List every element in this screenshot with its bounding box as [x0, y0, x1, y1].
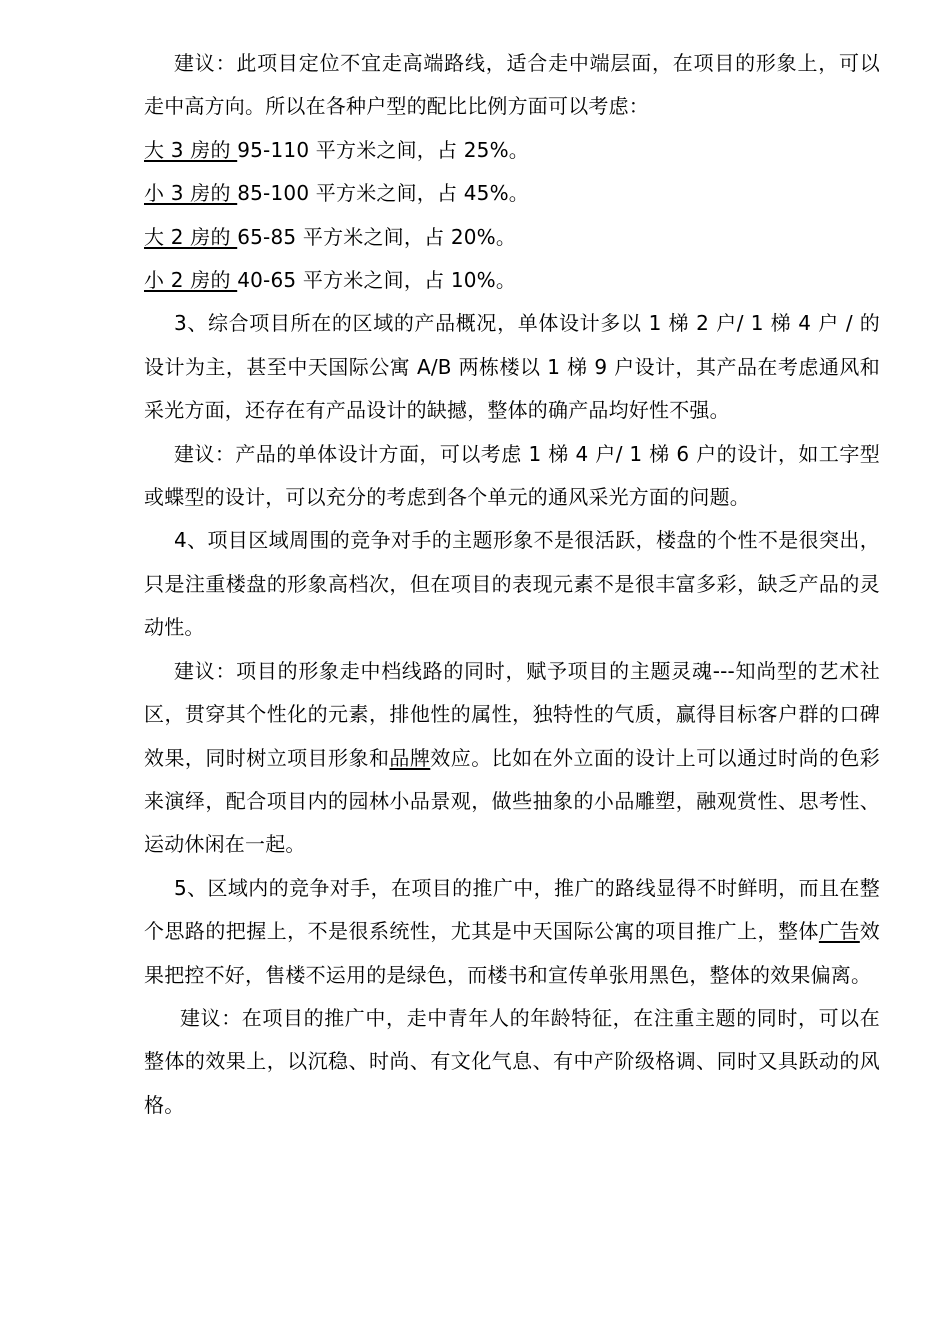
point-text: 5、区域内的竞争对手，在项目的推广中，推广的路线显得不时鲜明，而且在整个思路的把握上，不是很系统性，尤其是中天国际公寓的项目推广上，整体	[144, 875, 880, 944]
ratio-value: 65-85 平方米之间，占 20%。	[237, 224, 517, 249]
ratio-line-large-3-room	[144, 129, 880, 172]
advertising-link[interactable]: 广告	[818, 919, 860, 944]
ratio-value: 40-65 平方米之间，占 10%。	[237, 268, 517, 293]
ratio-line-small-3-room	[144, 172, 880, 215]
paragraph-point-3-advice: 建议：产品的单体设计方面，可以考虑 1 梯 4 户/ 1 梯 6 户的设计，如工字型或蝶型的设计，可以充分的考虑到各个单元的通风采光方面的问题。	[144, 441, 880, 510]
ratio-line-large-2-room	[144, 216, 880, 259]
unit-type-link[interactable]: 大 3 房的	[144, 137, 238, 162]
point-text-continued: 效果把控不好，售楼不运用的是绿色，而楼书和宣传单张用黑色，整体的效果偏离。	[144, 919, 880, 987]
paragraph-point-4-advice	[144, 650, 880, 867]
paragraph-point-3: 3、综合项目所在的区域的产品概况，单体设计多以 1 梯 2 户/ 1 梯 4 户 / 的设计为主，甚至中天国际公寓 A/B 两栋楼以 1 梯 9 户设计，其产品在考虑通风和采光方面，还存在有产品设计的缺撼，整体的确产品均好性不强。	[144, 311, 880, 423]
ratio-line-small-2-room	[144, 259, 880, 302]
advice-text-continued: 效应。比如在外立面的设计上可以通过时尚的色彩来演绎，配合项目内的园林小品景观，做些抽象的小品雕塑，融观赏性、思考性、运动休闲在一起。	[144, 745, 880, 857]
unit-type-link[interactable]: 小 3 房的	[144, 181, 238, 206]
ratio-value: 95-110 平方米之间，占 25%。	[237, 137, 530, 162]
ratio-value: 85-100 平方米之间，占 45%。	[237, 181, 530, 206]
paragraph-point-4: 4、项目区域周围的竞争对手的主题形象不是很活跃，楼盘的个性不是很突出，只是注重楼盘的形象高档次，但在项目的表现元素不是很丰富多彩，缺乏产品的灵动性。	[144, 528, 880, 640]
brand-link[interactable]: 品牌	[389, 745, 431, 770]
paragraph-point-5-advice: 建议：在项目的推广中，走中青年人的年龄特征，在注重主题的同时，可以在整体的效果上，以沉稳、时尚、有文化气息、有中产阶级格调、同时又具跃动的风格。	[144, 1005, 880, 1117]
unit-type-link[interactable]: 大 2 房的	[144, 224, 238, 249]
document-body	[144, 42, 880, 1127]
advice-text: 建议：项目的形象走中档线路的同时，赋予项目的主题灵魂---知尚型的艺术社区，贯穿其个性化的元素，排他性的属性，独特性的气质，赢得目标客户群的口碑效果，同时树立项目形象和	[144, 658, 880, 770]
paragraph-point-5	[144, 867, 880, 997]
paragraph-positioning-advice: 建议：此项目定位不宜走高端路线，适合走中端层面，在项目的形象上，可以走中高方向。所以在各种户型的配比比例方面可以考虑：	[144, 51, 880, 119]
unit-type-link[interactable]: 小 2 房的	[144, 268, 238, 293]
